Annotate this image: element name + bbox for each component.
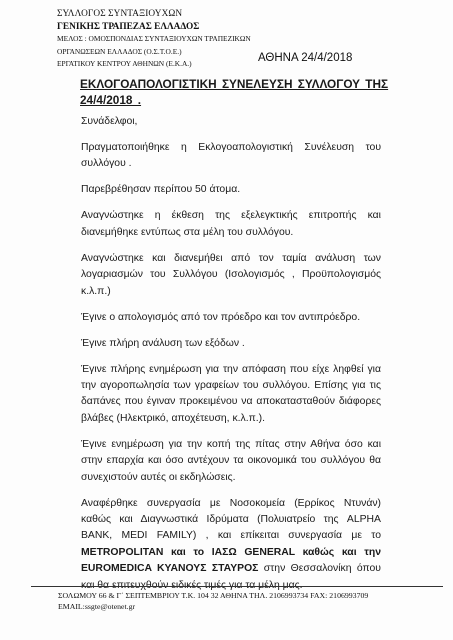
footer-divider bbox=[31, 586, 443, 587]
footer-address: ΣΟΛΩΜΟΥ 66 & Γ΄ ΣΕΠΤΕΜΒΡΙΟΥ Τ.Κ. 104 32 ΑΘΗΝΑ ΤΗΛ. 2106993734 FAX: 2106993709 bbox=[58, 591, 369, 600]
paragraph-cooperation bbox=[81, 496, 381, 594]
org-name: ΣΥΛΛΟΓΟΣ ΣΥΝΤΑΞΙΟΥΧΩΝ bbox=[57, 9, 183, 19]
footer-email: EMAIL:ssgte@otenet.gr bbox=[58, 602, 136, 612]
paragraph-audit-report: Αναγνώστηκε η έκθεση της εξελεγκτικής επιτροπής και διανεμήθηκε εντύπως στα μέλη του συλλόγου. bbox=[81, 210, 381, 238]
paragraph-offices: Έγινε πλήρης ενημέρωση για την απόφαση που είχε ληφθεί για την αγοροπωλησία των γραφείων του συλλόγου. Επίσης για τις δαπάνες που έγιναν προκειμένου να αποκατασταθούν διάφορες βλάβες (Ηλεκτρικό, αποχέτευση, κ.λ.π.). bbox=[81, 363, 381, 424]
org-federation: ΟΡΓΑΝΩΣΕΩΝ ΕΛΛΑΔΟΣ (Ο.Σ.Τ.Ο.Ε.) bbox=[57, 46, 182, 56]
greeting: Συνάδελφοι, bbox=[81, 116, 138, 127]
org-bank: ΓΕΝΙΚΗΣ ΤΡΑΠΕΖΑΣ ΕΛΛΑΔΟΣ bbox=[57, 21, 200, 32]
cooperation-text-end: στην Θεσσαλονίκη όπου και θα επιτευχθούν ειδικές τιμές για τα μέλη μας. bbox=[81, 563, 381, 591]
document-date: ΑΘΗΝΑ 24/4/2018 bbox=[258, 52, 353, 64]
paragraph-review: Έγινε ο απολογισμός από τον πρόεδρο και τον αντιπρόεδρο. bbox=[81, 311, 361, 323]
paragraph-accounts: Αναγνώστηκε και διανεμήθει από τον ταμία ανάλυση των λογαριασμών του Συλλόγου (Ισολογισμός , Προϋπολογισμός κ.λ.π.) bbox=[81, 252, 381, 297]
org-membership: ΜΕΛΟΣ : ΟΜΟΣΠΟΝΔΙΑΣ ΣΥΝΤΑΞΙΟΥΧΩΝ ΤΡΑΠΕΖΙΚΩΝ bbox=[57, 34, 251, 43]
footer bbox=[58, 590, 368, 613]
cooperation-text: Αναφέρθηκε συνεργασία με Νοσοκομεία (Ερρίκος Ντυνάν) καθώς και Διαγνωστικά Ιδρύματα (Πολυιατρείο της ALPHA BANK, MEDI FAMILY) , και επίκειται συνεργασία με το bbox=[81, 497, 381, 542]
paragraph-attendance: Παρεβρέθησαν περίπου 50 άτομα. bbox=[81, 184, 241, 196]
document-title: ΕΚΛΟΓΟΑΠΟΛΟΓΙΣΤΙΚΗ ΣΥΝΕΛΕΥΣΗ ΣΥΛΛΟΓΟΥ ΤΗΣ 24/4/2018 . bbox=[80, 77, 389, 107]
letter-body bbox=[81, 114, 381, 604]
paragraph-expenses: Έγινε πλήρη ανάλυση των εξόδων . bbox=[81, 337, 245, 349]
org-labor-center: ΕΡΓΑΤΙΚΟΥ ΚΕΝΤΡΟΥ ΑΘΗΝΩΝ (Ε.Κ.Α.) bbox=[57, 59, 192, 68]
paragraph-events: Έγινε ενημέρωση για την κοπή της πίτας στην Αθήνα όσο και στην επαρχία και όσο αντέχουν τα οικονομικά του συλλόγου θα συνεχιστούν αυτές οι εκδηλώσεις. bbox=[81, 438, 381, 483]
letterhead bbox=[57, 8, 251, 71]
cooperation-hospitals: METROPOLITAN και το ΙΑΣΩ GENERAL καθώς και την EUROMEDICA ΚΥΑΝΟΥΣ ΣΤΑΥΡΟΣ bbox=[81, 546, 381, 575]
paragraph-assembly-held: Πραγματοποιήθηκε η Εκλογοαπολογιστική Συνέλευση του συλλόγου . bbox=[81, 142, 381, 170]
